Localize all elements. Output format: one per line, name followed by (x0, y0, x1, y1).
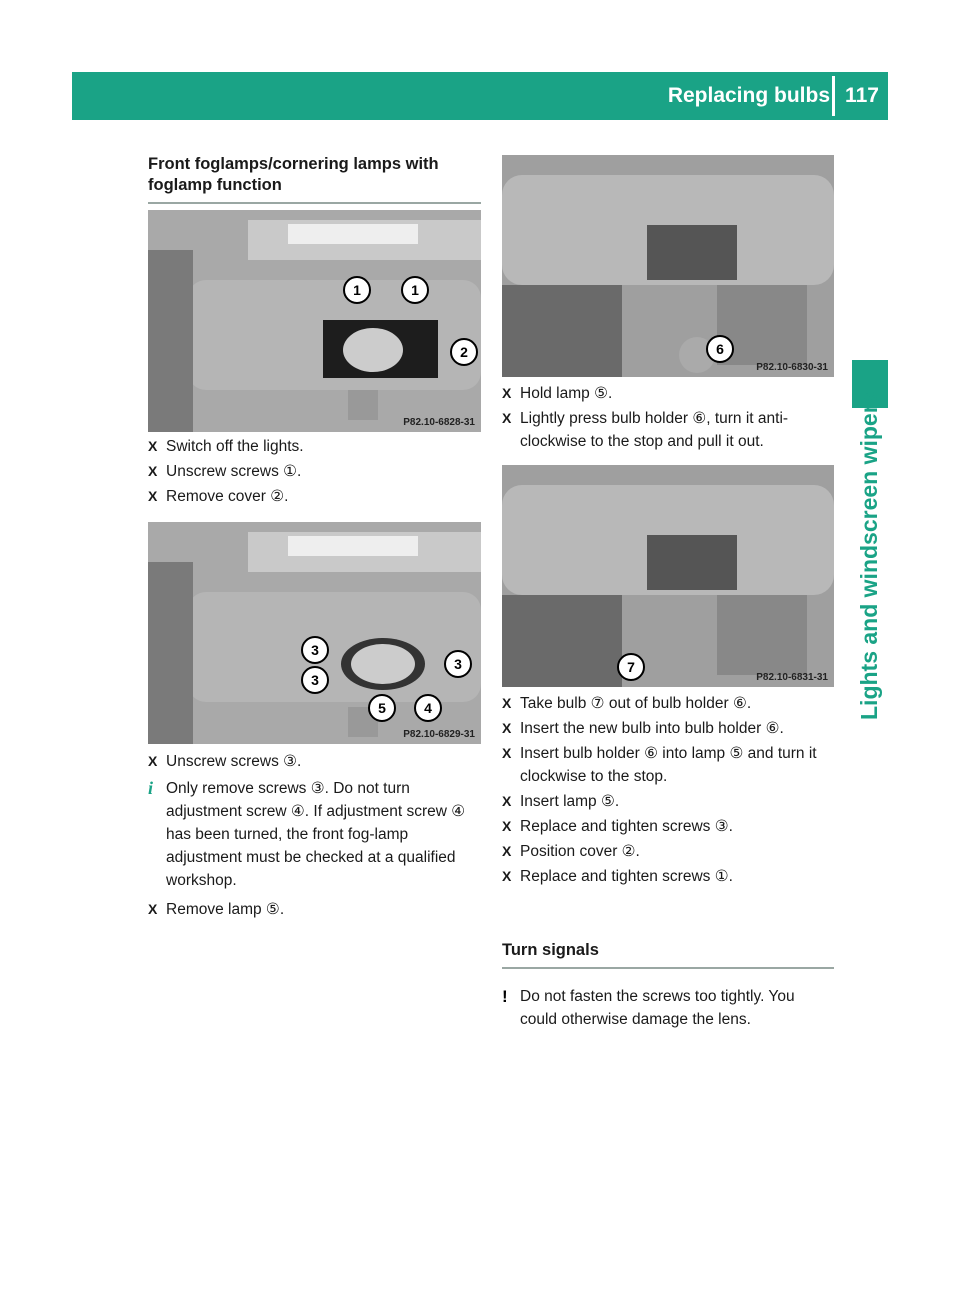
photo-drawing (148, 210, 481, 432)
step-item (502, 717, 834, 740)
info-icon: i (148, 778, 154, 798)
arrow-x-icon: X (148, 488, 158, 504)
photo-drawing (502, 155, 834, 377)
heading-rule (502, 967, 834, 969)
step-text: Switch off the lights. (166, 438, 304, 455)
marker-1b: 1 (401, 276, 429, 304)
warning-text: Do not fasten the screws too tightly. You could otherwise damage the lens. (520, 988, 795, 1028)
step-item (148, 460, 481, 483)
step-text: Remove lamp ⑤. (166, 901, 285, 918)
step-item (502, 840, 834, 863)
arrow-x-icon: X (502, 720, 512, 736)
marker-3a: 3 (301, 636, 329, 664)
arrow-x-icon: X (502, 793, 512, 809)
step-item (502, 407, 834, 453)
step-item (502, 692, 834, 715)
arrow-x-icon: X (502, 843, 512, 859)
step-text: Unscrew screws ①. (166, 463, 302, 480)
right-steps-1 (502, 382, 834, 455)
marker-5: 5 (368, 694, 396, 722)
marker-7: 7 (617, 653, 645, 681)
step-text: Position cover ②. (520, 843, 640, 860)
arrow-x-icon: X (502, 818, 512, 834)
step-text: Replace and tighten screws ③. (520, 818, 733, 835)
foglamp-photo-1 (148, 210, 481, 432)
arrow-x-icon: X (502, 410, 512, 426)
step-item (502, 790, 834, 813)
heading-rule (148, 202, 481, 204)
step-item (502, 742, 834, 788)
step-text: Take bulb ⑦ out of bulb holder ⑥. (520, 695, 752, 712)
warning-note (502, 985, 834, 1031)
foglamp-photo-4 (502, 465, 834, 687)
step-text: Insert bulb holder ⑥ into lamp ⑤ and turn it clockwise to the stop. (520, 745, 817, 785)
arrow-x-icon: X (502, 385, 512, 401)
arrow-x-icon: X (148, 438, 158, 454)
header-divider (832, 76, 835, 116)
foglamp-photo-2 (148, 522, 481, 744)
arrow-x-icon: X (502, 745, 512, 761)
step-item (502, 382, 834, 405)
step-text: Insert lamp ⑤. (520, 793, 620, 810)
step-item (148, 898, 481, 921)
marker-4: 4 (414, 694, 442, 722)
page-number: 117 (845, 84, 879, 107)
left-steps-2 (148, 750, 481, 923)
image-code: P82.10-6830-31 (756, 362, 828, 373)
arrow-x-icon: X (502, 695, 512, 711)
arrow-x-icon: X (148, 901, 158, 917)
image-code: P82.10-6831-31 (756, 672, 828, 683)
right-steps-2 (502, 692, 834, 890)
marker-3c: 3 (301, 666, 329, 694)
marker-3b: 3 (444, 650, 472, 678)
step-item (148, 750, 481, 773)
step-text: Hold lamp ⑤. (520, 385, 613, 402)
image-code: P82.10-6829-31 (403, 729, 475, 740)
step-text: Unscrew screws ③. (166, 753, 302, 770)
step-text: Insert the new bulb into bulb holder ⑥. (520, 720, 784, 737)
arrow-x-icon: X (148, 463, 158, 479)
step-text: Remove cover ②. (166, 488, 289, 505)
marker-6: 6 (706, 335, 734, 363)
step-item (148, 435, 481, 458)
arrow-x-icon: X (148, 753, 158, 769)
step-text: Replace and tighten screws ①. (520, 868, 733, 885)
left-steps-1 (148, 435, 481, 510)
step-item (148, 485, 481, 508)
turn-signals-section (502, 940, 834, 1037)
left-column (148, 154, 481, 204)
info-text: Only remove screws ③. Do not turn adjustment screw ④. If adjustment screw ④ has been turned, the front fog-lamp adjustment must be checked at a qualified workshop. (166, 780, 466, 889)
image-code: P82.10-6828-31 (403, 417, 475, 428)
step-text: Lightly press bulb holder ⑥, turn it anti-clockwise to the stop and pull it out. (520, 410, 789, 450)
info-note (148, 777, 481, 892)
step-item (502, 865, 834, 888)
chapter-label: Lights and windscreen wipers (856, 391, 882, 720)
marker-2: 2 (450, 338, 478, 366)
marker-1a: 1 (343, 276, 371, 304)
section-heading: Front foglamps/cornering lamps with foglamp function (148, 155, 439, 194)
section-title: Replacing bulbs (667, 84, 830, 107)
photo-drawing (502, 465, 834, 687)
step-item (502, 815, 834, 838)
foglamp-photo-3 (502, 155, 834, 377)
section-heading: Turn signals (502, 941, 599, 959)
exclamation-icon: ! (502, 987, 508, 1006)
arrow-x-icon: X (502, 868, 512, 884)
